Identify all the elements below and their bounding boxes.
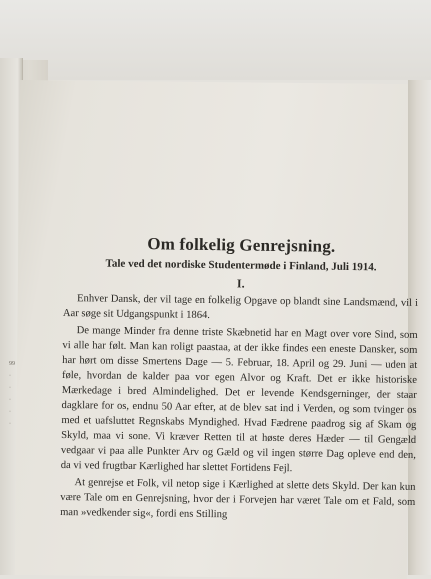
- paragraph: At genrejse et Folk, vil netop sige i Kærlighed at slette dets Skyld. Der kan kun være Tale om en Genrejsning, hvor der i Forvejen har været Tale om et Fald, som man »vedkender sig«, fordi ens Stilling: [60, 477, 416, 521]
- margin-mark: ·: [9, 385, 11, 391]
- margin-mark: ·: [9, 409, 11, 415]
- margin-mark: ·: [9, 397, 11, 403]
- page-text: [60, 233, 419, 525]
- paragraph: Enhver Dansk, der vil tage en folkelig Opgave op blandt sine Landsmænd, vil i Aar søge sit Udgangspunkt i 1864.: [62, 293, 419, 322]
- background-wall: [0, 0, 431, 80]
- section-number: I.: [236, 276, 245, 291]
- chapter-subtitle: Tale ved det nordiske Studentermøde i Finland, Juli 1914.: [105, 257, 377, 274]
- margin-mark: ·: [9, 421, 11, 427]
- chapter-title: Om folkelig Genrejsning.: [147, 234, 336, 256]
- paragraph: De mange Minder fra denne triste Skæbnetid har en Magt over vore Sind, som vi alle har følt. Man kan roligt paastaa, at der ikke findes een eneste Dansker, som har hørt om disse Smertens Dage — 5. Februar, 18. April og 29. Juni — uden at føle, hvordan de kalder paa vor egen Alvor og Kraft. Det er ikke historiske Mærkedage i bred Almindelighed. Det er levende Kendsgerninger, der staar dagklare for os, endnu 50 Aar efter, at de blev sat ind i Verden, og som tvinger os med et uafsluttet Regnskabs Myndighed. Hvad Fædrene paadrog sig af Skam og Skyld, maa vi sone. Vi kræver Retten til at høste deres Hæder — til Gengæld vedgaar vi paa alle Punkter Arv og Gæld og vil ingen større Dag opleve end den, da vi ved frugtbar Kærlighed har slettet Fortidens Fejl.: [60, 325, 418, 475]
- margin-mark: ·: [9, 373, 11, 379]
- margin-mark: 99: [9, 361, 15, 367]
